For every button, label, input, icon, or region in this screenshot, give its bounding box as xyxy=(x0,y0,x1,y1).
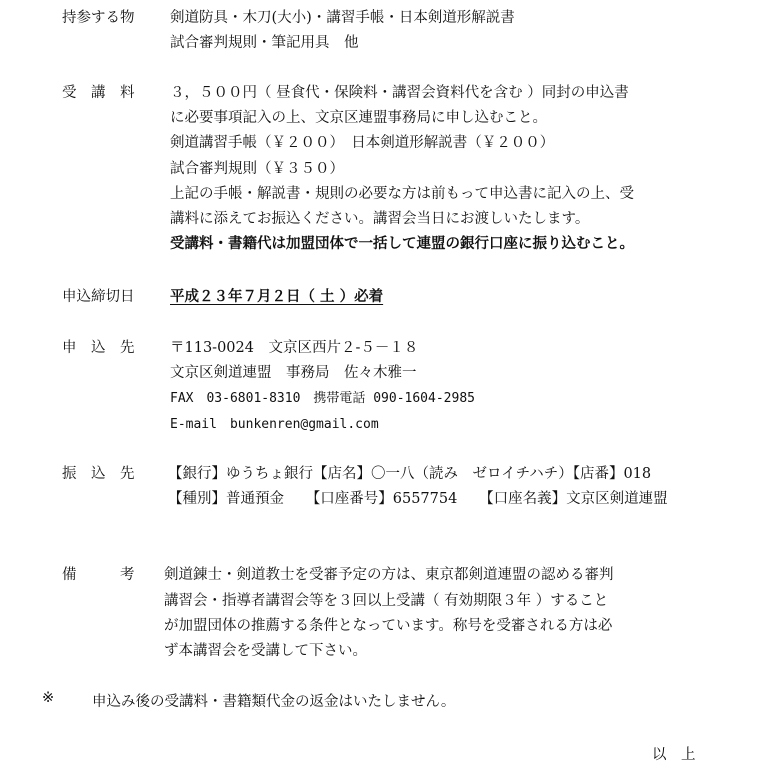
fee-line-1: ３，５００円（ 昼食代・保険料・講習会資料代を含む ）同封の申込書 xyxy=(170,85,629,101)
contact-fax-phone: FAX 03-6801-8310 携帯電話 090-1604-2985 xyxy=(170,391,475,406)
remarks-label: 備 考 xyxy=(62,567,135,583)
remarks-line-3: が加盟団体の推薦する条件となっています。称号を受審される方は必 xyxy=(164,618,613,634)
deadline-value: 平成２３年７月２日（ 土 ）必着 xyxy=(170,288,384,305)
contact-office: 文京区剣道連盟 事務局 佐々木雅一 xyxy=(170,365,417,381)
closing-text: 以 上 xyxy=(652,747,696,763)
remarks-line-1: 剣道錬士・剣道教士を受審予定の方は、東京都剣道連盟の認める審判 xyxy=(164,567,614,583)
note-mark: ※ xyxy=(42,690,55,706)
contact-email: E-mail bunkenren@gmail.com xyxy=(170,417,379,432)
remarks-line-2: 講習会・指導者講習会等を３回以上受講（ 有効期限３年 ）すること xyxy=(164,593,609,609)
fee-line-4: 試合審判規則（￥３５０） xyxy=(170,161,344,177)
note-text: 申込み後の受講料・書籍類代金の返金はいたしません。 xyxy=(92,694,456,710)
fee-line-6: 講料に添えてお振込ください。講習会当日にお渡しいたします。 xyxy=(170,211,590,227)
items-label: 持参する物 xyxy=(62,10,135,26)
fee-label: 受 講 料 xyxy=(62,85,135,101)
bank-line-2: 【種別】普通預金 【口座番号】6557754 【口座名義】文京区剣道連盟 xyxy=(168,491,668,507)
remarks-line-4: ず本講習会を受講して下さい。 xyxy=(164,643,367,659)
deadline-label: 申込締切日 xyxy=(62,289,135,305)
fee-line-5: 上記の手帳・解説書・規則の必要な方は前もって申込書に記入の上、受 xyxy=(170,186,634,202)
contact-address: 〒113-0024 文京区西片２-５－１８ xyxy=(170,340,419,356)
fee-line-3: 剣道講習手帳（￥２００） 日本剣道形解説書（￥２００） xyxy=(170,135,555,151)
bank-line-1: 【銀行】ゆうちょ銀行【店名】〇一八（読み ゼロイチハチ）【店番】018 xyxy=(168,466,652,482)
contact-label: 申 込 先 xyxy=(62,340,135,356)
bank-label: 振 込 先 xyxy=(62,466,135,482)
items-line-2: 試合審判規則・筆記用具 他 xyxy=(170,35,359,51)
fee-line-2: に必要事項記入の上、文京区連盟事務局に申し込むこと。 xyxy=(170,110,547,126)
items-line-1: 剣道防具・木刀(大小)・講習手帳・日本剣道形解説書 xyxy=(170,10,515,26)
fee-bold-notice: 受講料・書籍代は加盟団体で一括して連盟の銀行口座に振り込むこと。 xyxy=(170,235,634,252)
